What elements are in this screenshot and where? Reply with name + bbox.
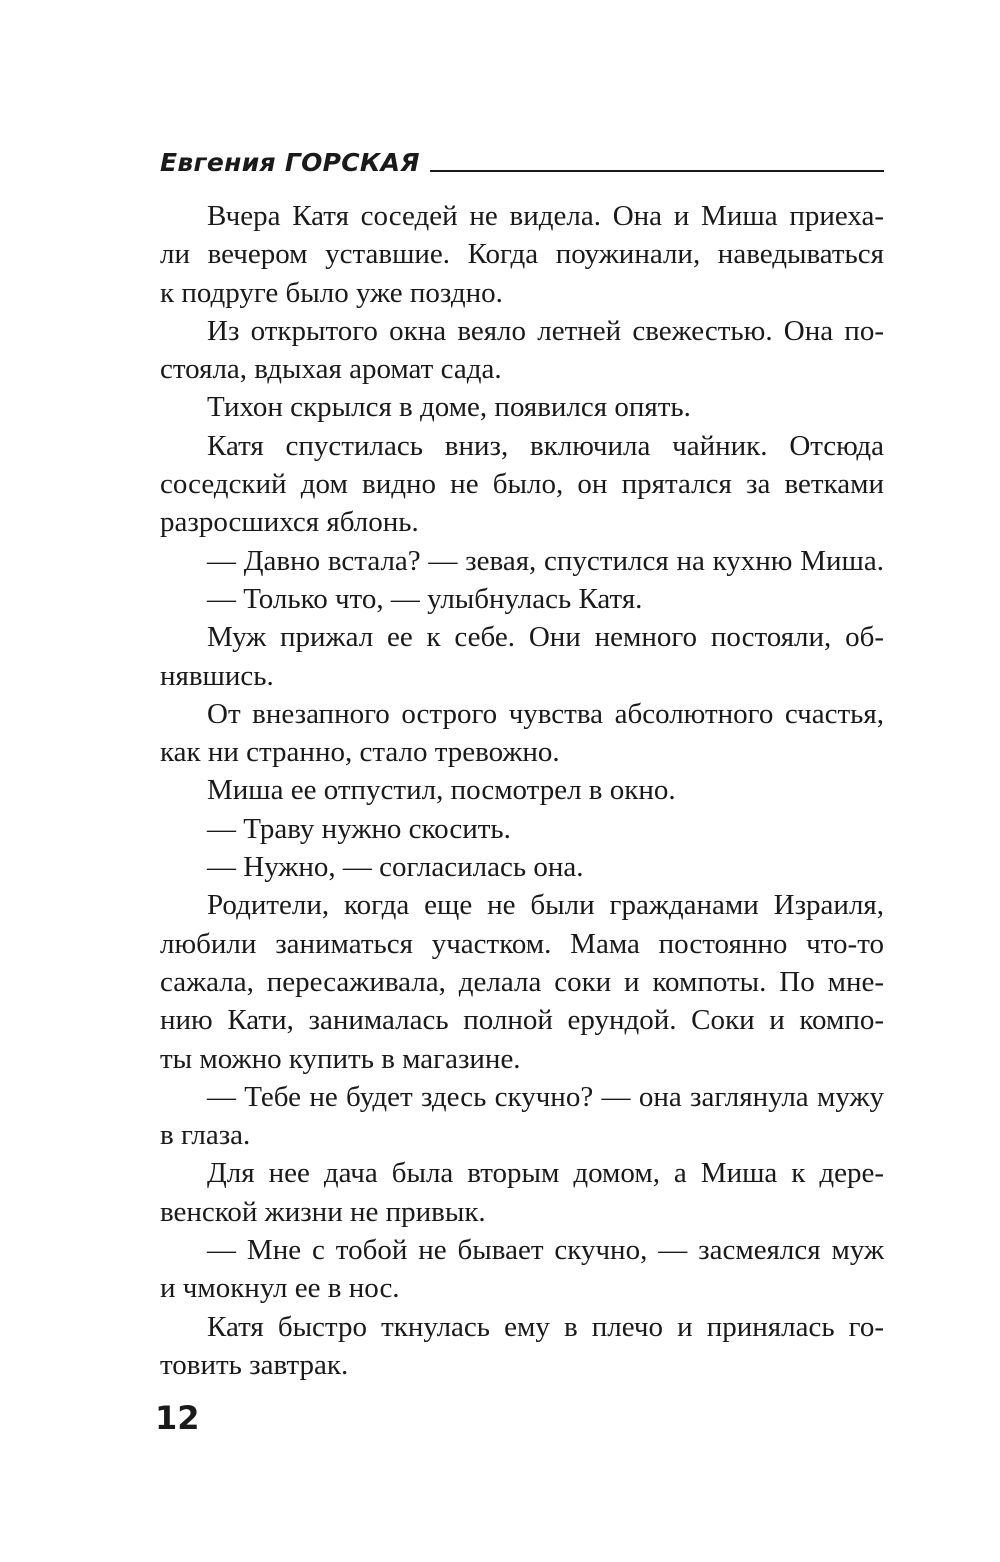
- text-line: Родители, когда еще не были гражданами Израиля,: [207, 889, 884, 922]
- text-line: в глаза.: [160, 1119, 251, 1152]
- author-name: Евгения ГОРСКАЯ: [160, 148, 420, 177]
- text-line: нию Кати, занималась полной ерундой. Соки и компо-: [160, 1004, 884, 1037]
- text-line: как ни странно, стало тревожно.: [160, 736, 560, 769]
- body-text: [160, 197, 884, 1384]
- text-line: соседский дом видно не было, он прятался за ветками: [160, 468, 884, 501]
- text-line: товить завтрак.: [160, 1348, 349, 1381]
- text-line: к подруге было уже поздно.: [160, 276, 503, 309]
- text-line: ли вечером уставшие. Когда поужинали, наведываться: [160, 238, 884, 271]
- text-line: — Нужно, — согласилась она.: [207, 851, 584, 884]
- page-number: 12: [155, 1399, 200, 1437]
- text-line: Катя быстро ткнулась ему в плечо и принялась го-: [207, 1310, 884, 1343]
- text-line: венской жизни не привык.: [160, 1195, 486, 1228]
- text-line: нявшись.: [160, 659, 274, 692]
- text-line: ты можно купить в магазине.: [160, 1042, 521, 1075]
- text-line: стояла, вдыхая аромат сада.: [160, 353, 502, 386]
- text-line: Тихон скрылся в доме, появился опять.: [207, 391, 691, 424]
- running-header: [160, 138, 884, 178]
- text-line: Катя спустилась вниз, включила чайник. Отсюда: [207, 429, 884, 462]
- text-line: сажала, пересаживала, делала соки и компоты. По мне-: [160, 965, 884, 998]
- header-rule: [430, 170, 884, 172]
- text-line: любили заниматься участком. Мама постоянно что-то: [160, 927, 884, 960]
- text-line: — Мне с тобой не бывает скучно, — засмеялся муж: [207, 1234, 884, 1267]
- text-line: От внезапного острого чувства абсолютного счастья,: [207, 697, 884, 730]
- text-line: разросшихся яблонь.: [160, 506, 419, 539]
- text-line: Из открытого окна веяло летней свежестью. Она по-: [207, 314, 884, 347]
- text-line: Муж прижал ее к себе. Они немного постояли, об-: [207, 621, 884, 654]
- text-line: Миша ее отпустил, посмотрел в окно.: [207, 774, 676, 807]
- text-line: — Только что, — улыбнулась Катя.: [207, 582, 643, 615]
- text-line: Вчера Катя соседей не видела. Она и Миша приеха-: [207, 200, 884, 232]
- text-line: — Давно встала? — зевая, спустился на кухню Миша.: [207, 544, 884, 577]
- text-line: Для нее дача была вторым домом, а Миша к дере-: [207, 1157, 884, 1190]
- text-line: и чмокнул ее в нос.: [160, 1272, 400, 1305]
- text-line: — Траву нужно скосить.: [207, 812, 511, 845]
- text-line: — Тебе не будет здесь скучно? — она заглянула мужу: [207, 1080, 884, 1113]
